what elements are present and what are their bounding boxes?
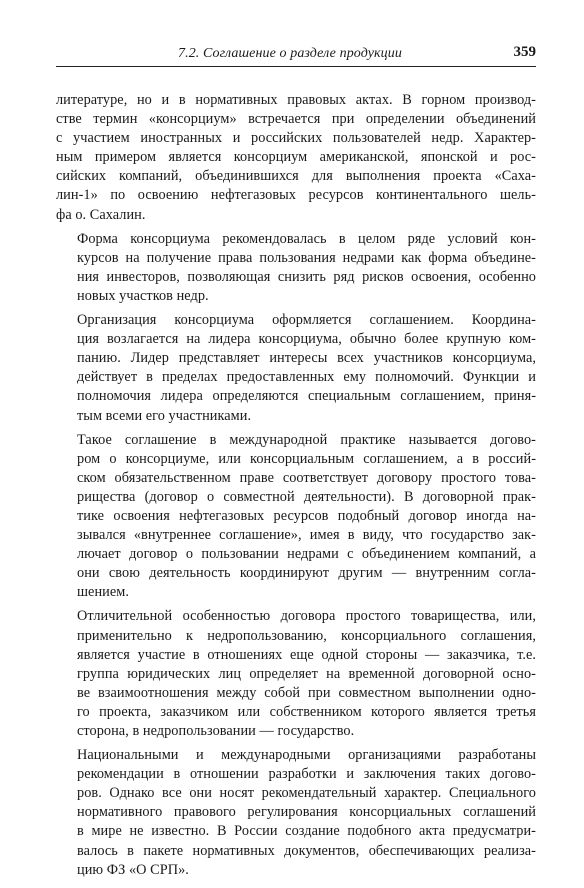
text-line: лючает договор о пользовании недрами с объединением компаний, а [77, 546, 536, 563]
book-page [56, 44, 536, 880]
text-line: тике освоения нефтегазовых ресурсов подобный договор иногда на- [77, 507, 536, 524]
text-line: Организация консорциума оформляется соглашением. Координа- [77, 312, 536, 329]
paragraph [56, 607, 536, 741]
text-line: тым всеми его участниками. [77, 407, 252, 424]
text-line: валось в пакете нормативных документов, обеспечивающих реализа- [77, 842, 536, 859]
text-line: сийских компаний, объединившихся для выполнения проекта «Саха- [56, 168, 536, 185]
text-line: с участием иностранных и российских пользователей недр. Характер- [56, 130, 536, 147]
text-line: полномочия лидера определяются специальным соглашением, приня- [77, 388, 536, 405]
text-line: рекомендации в отношении разработки и заключения таких догово- [77, 766, 536, 783]
text-line: литературе, но и в нормативных правовых актах. В горном производ- [56, 92, 536, 108]
running-header [56, 44, 536, 67]
text-line: новых участков недр. [77, 287, 209, 304]
text-line: ция возлагается на лидера консорциума, обычно более крупную ком- [77, 331, 536, 348]
text-line: стве термин «консорциум» встречается при определении объединений [56, 111, 536, 128]
paragraph [56, 91, 536, 225]
text-line: фа о. Сахалин. [56, 206, 146, 223]
text-line: ров. Однако все они носят рекомендательный характер. Специального [77, 785, 536, 802]
text-line: группа юридических лиц определяет на временной договорной осно- [77, 665, 536, 682]
paragraph [56, 431, 536, 603]
text-line: шением. [77, 584, 129, 601]
body-text [56, 91, 536, 880]
text-line: они свою деятельность координируют другим — внутренним согла- [77, 565, 536, 582]
text-line: ве взаимоотношения между собой при совместном выполнении одно- [77, 684, 536, 701]
page-number: 359 [513, 44, 536, 60]
text-line: Национальными и международными организациями разработаны [77, 747, 536, 764]
text-line: цию ФЗ «О СРП». [77, 861, 189, 878]
text-line: Такое соглашение в международной практике называется догово- [77, 431, 536, 448]
text-line: применительно к недропользованию, консорциального соглашения, [77, 627, 536, 644]
text-line: Форма консорциума рекомендовалась в целом ряде условий кон- [77, 230, 536, 247]
text-line: сторона, в недропользовании — государство. [77, 723, 355, 739]
text-line: Отличительной особенностью договора простого товарищества, или, [77, 608, 536, 625]
running-title: 7.2. Соглашение о разделе продукции [178, 46, 402, 61]
text-line: панию. Лидер представляет интересы всех участников консорциума, [77, 350, 536, 367]
text-line: рищества (договор о совместной деятельности). В договорной прак- [77, 488, 536, 505]
paragraph [56, 230, 536, 306]
text-line: курсов на получение права пользования недрами как форма объедине- [77, 249, 536, 266]
text-line: го проекта, заказчиком или собственником которого является третья [77, 703, 536, 720]
text-line: ния инвесторов, позволяющая снизить ряд рисков освоения, особенно [77, 268, 536, 285]
text-line: действует в пределах предоставленных ему полномочий. Функции и [77, 369, 536, 386]
paragraph [56, 746, 536, 880]
text-line: ром о консорциуме, или консорциальным соглашением, а в россий- [77, 450, 536, 467]
text-line: в мире не известно. В России создание подобного акта предусматри- [77, 823, 536, 840]
text-line: нормативного правового регулирования консорциальных соглашений [77, 804, 536, 821]
text-line: лин-1» по освоению нефтегазовых ресурсов континентального шель- [56, 187, 536, 204]
paragraph [56, 311, 536, 426]
text-line: ском обязательственном праве соответствует договору простого това- [77, 469, 536, 486]
text-line: зывался «внутреннее соглашение», имея в виду, что государство зак- [77, 527, 536, 544]
text-line: ным примером является консорциум американской, японской и рос- [56, 149, 536, 166]
text-line: является участие в отношениях еще одной стороны — заказчика, т.е. [77, 646, 536, 663]
